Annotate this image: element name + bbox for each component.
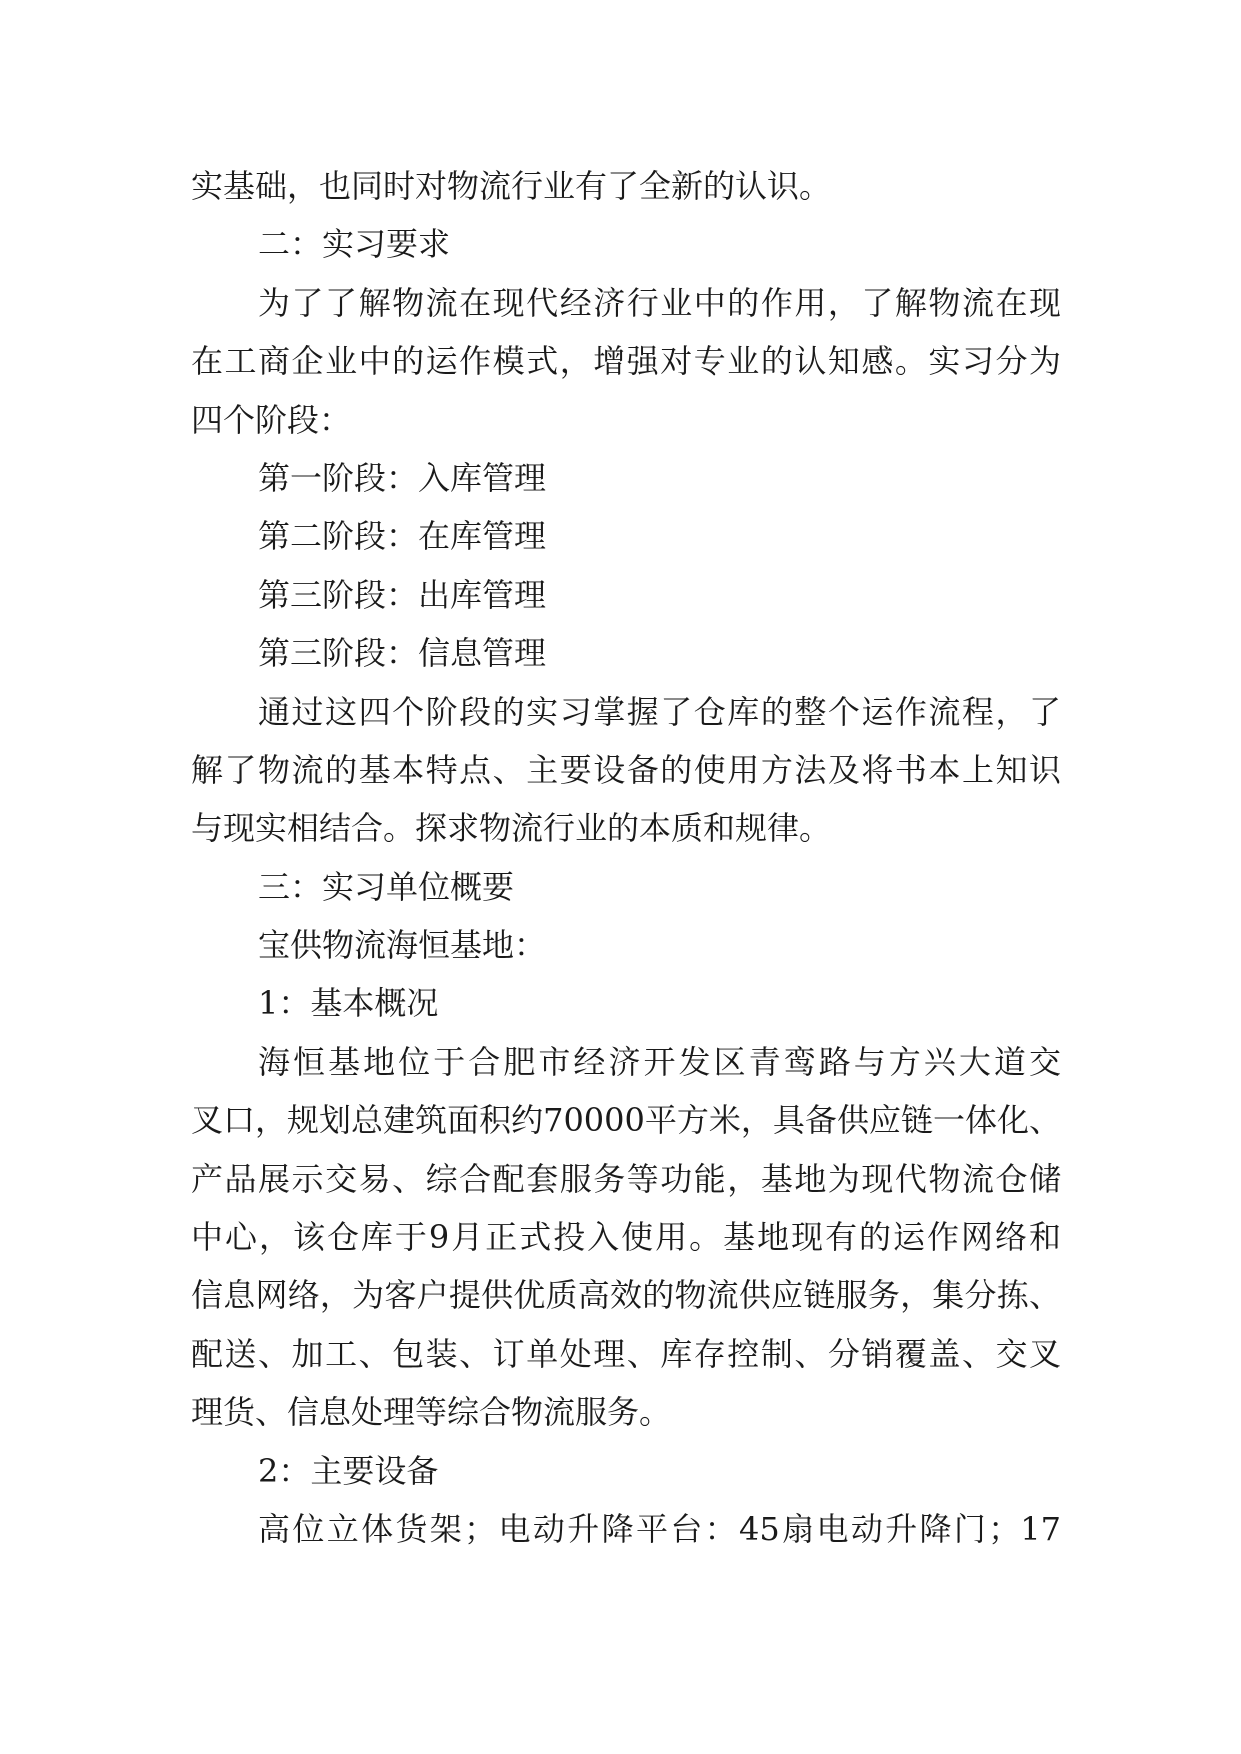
stage-item-3: 第三阶段：出库管理 <box>258 575 547 614</box>
text-line-12: 与现实相结合。探求物流行业的本质和规律。 <box>191 809 832 848</box>
text-line-1: 实基础，也同时对物流行业有了全新的认识。 <box>191 167 832 205</box>
text-line-22: 理货、信息处理等综合物流服务。 <box>191 1393 672 1432</box>
text-line-3: 为了了解物流在现代经济行业中的作用，了解物流在现 <box>258 283 1061 322</box>
section-heading-company-overview: 三：实习单位概要 <box>258 867 515 906</box>
text-line-20: 信息网络，为客户提供优质高效的物流供应链服务，集分拣、 <box>191 1276 1061 1315</box>
text-line-18: 产品展示交易、综合配套服务等功能，基地为现代物流仓储 <box>191 1159 1061 1198</box>
text-line-5: 四个阶段： <box>191 400 352 439</box>
subheading-main-equipment: 2：主要设备 <box>258 1451 439 1490</box>
text-line-24: 高位立体货架；电动升降平台：45扇电动升降门；17 <box>258 1509 1061 1548</box>
subheading-basic-overview: 1：基本概况 <box>258 984 439 1023</box>
stage-item-4: 第三阶段：信息管理 <box>258 634 547 673</box>
text-line-17: 叉口，规划总建筑面积约70000平方米，具备供应链一体化、 <box>191 1101 1061 1140</box>
company-name-line: 宝供物流海恒基地： <box>258 926 547 965</box>
text-line-4: 在工商企业中的运作模式，增强对专业的认知感。实习分为 <box>191 342 1061 381</box>
section-heading-requirements: 二：实习要求 <box>258 225 451 264</box>
text-line-16: 海恒基地位于合肥市经济开发区青鸾路与方兴大道交 <box>258 1042 1061 1081</box>
text-line-11: 解了物流的基本特点、主要设备的使用方法及将书本上知识 <box>191 750 1061 789</box>
text-line-10: 通过这四个阶段的实习掌握了仓库的整个运作流程，了 <box>258 692 1061 731</box>
stage-item-2: 第二阶段：在库管理 <box>258 517 547 556</box>
stage-item-1: 第一阶段：入库管理 <box>258 458 547 497</box>
document-body <box>191 157 1061 1558</box>
text-line-19: 中心，该仓库于9月正式投入使用。基地现有的运作网络和 <box>191 1218 1061 1257</box>
text-line-21: 配送、加工、包装、订单处理、库存控制、分销覆盖、交叉 <box>191 1334 1061 1373</box>
